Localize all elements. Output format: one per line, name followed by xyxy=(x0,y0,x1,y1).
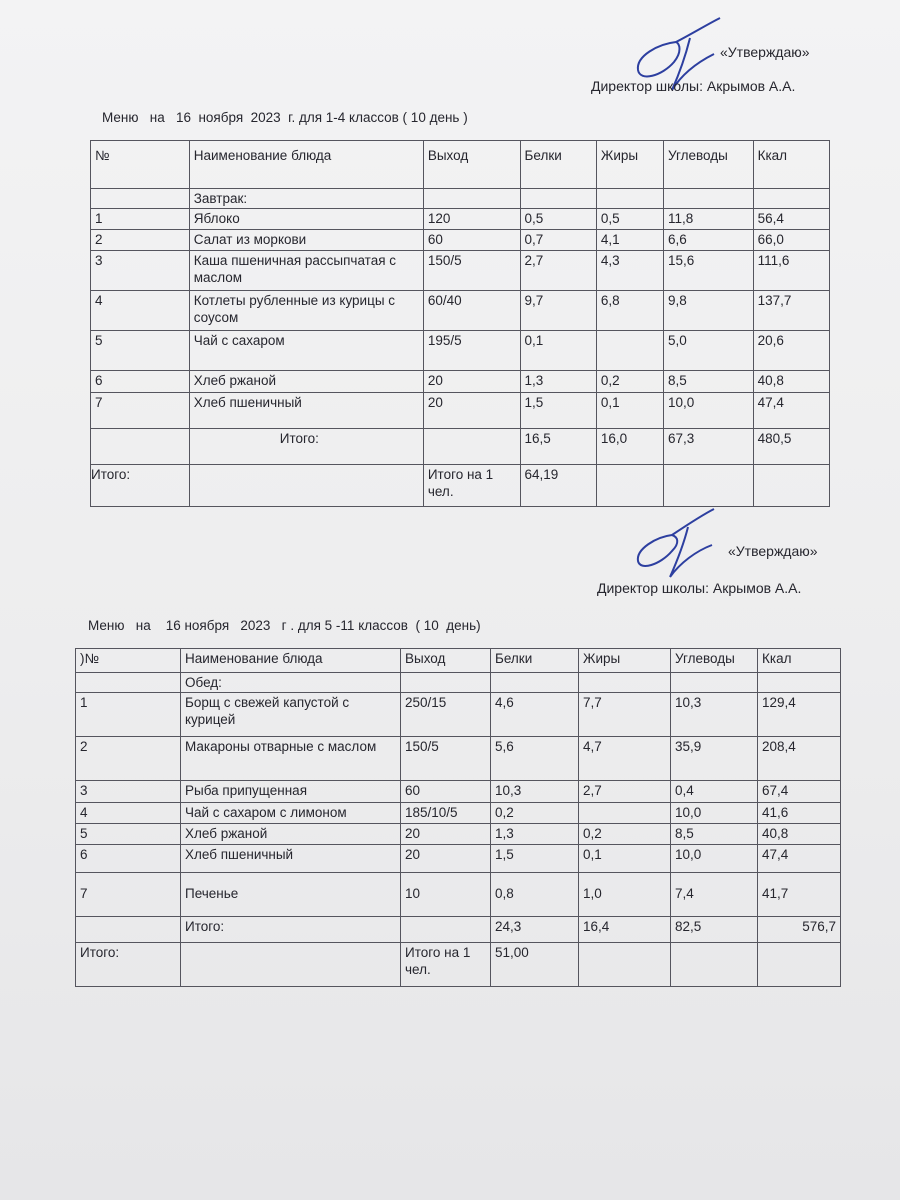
row-number: 6 xyxy=(91,371,190,393)
carbs: 15,6 xyxy=(664,251,754,291)
dish-name: Печенье xyxy=(181,873,401,917)
dish-output: 60/40 xyxy=(423,291,520,331)
col-header: Белки xyxy=(491,649,579,673)
table-row xyxy=(76,693,841,737)
fat: 4,1 xyxy=(596,230,663,251)
carbs: 9,8 xyxy=(664,291,754,331)
col-header: Наименование блюда xyxy=(189,141,423,189)
protein: 0,7 xyxy=(520,230,596,251)
kcal: 47,4 xyxy=(753,393,829,429)
table-header-row xyxy=(76,649,841,673)
menu-title-1: Меню на 16 ноября 2023 г. для 1-4 классов ( 10 день ) xyxy=(102,110,468,125)
meal-row xyxy=(76,673,841,693)
protein: 1,5 xyxy=(520,393,596,429)
protein: 0,5 xyxy=(520,209,596,230)
total-label: Итого: xyxy=(181,917,401,943)
dish-output: 20 xyxy=(401,845,491,873)
dish-name: Борщ с свежей капустой с курицей xyxy=(181,693,401,737)
menu-table-2 xyxy=(75,648,841,987)
row-number: 3 xyxy=(76,781,181,803)
total-row xyxy=(76,917,841,943)
per-person-value: 64,19 xyxy=(520,465,596,507)
fat: 4,7 xyxy=(579,737,671,781)
kcal: 20,6 xyxy=(753,331,829,371)
fat: 4,3 xyxy=(596,251,663,291)
fat: 1,0 xyxy=(579,873,671,917)
fat: 0,1 xyxy=(579,845,671,873)
per-person-label: Итого на 1 чел. xyxy=(401,943,491,987)
director-name-1: Директор школы: Акрымов А.А. xyxy=(591,78,796,94)
kcal: 40,8 xyxy=(753,371,829,393)
per-person-value: 51,00 xyxy=(491,943,579,987)
row-number: 2 xyxy=(91,230,190,251)
total-protein: 16,5 xyxy=(520,429,596,465)
approve-stamp-2: «Утверждаю» xyxy=(728,543,818,559)
kcal: 111,6 xyxy=(753,251,829,291)
table-row xyxy=(91,251,830,291)
total-kcal: 480,5 xyxy=(753,429,829,465)
approve-stamp-1: «Утверждаю» xyxy=(720,44,810,60)
carbs: 10,0 xyxy=(664,393,754,429)
kcal: 66,0 xyxy=(753,230,829,251)
fat: 7,7 xyxy=(579,693,671,737)
table-row xyxy=(76,845,841,873)
protein: 4,6 xyxy=(491,693,579,737)
col-header: № xyxy=(91,141,190,189)
dish-name: Каша пшеничная рассыпчатая с маслом xyxy=(189,251,423,291)
dish-name: Котлеты рубленные из курицы с соусом xyxy=(189,291,423,331)
total-label: Итого: xyxy=(189,429,423,465)
carbs: 5,0 xyxy=(664,331,754,371)
table-row xyxy=(91,331,830,371)
kcal: 47,4 xyxy=(758,845,841,873)
fat: 0,2 xyxy=(596,371,663,393)
row-number: 4 xyxy=(91,291,190,331)
dish-name: Хлеб пшеничный xyxy=(181,845,401,873)
carbs: 8,5 xyxy=(664,371,754,393)
table-row xyxy=(91,371,830,393)
table-row xyxy=(91,230,830,251)
kcal: 41,7 xyxy=(758,873,841,917)
kcal: 56,4 xyxy=(753,209,829,230)
fat: 0,1 xyxy=(596,393,663,429)
col-header: Выход xyxy=(423,141,520,189)
meal-row xyxy=(91,189,830,209)
table-row xyxy=(76,781,841,803)
col-header: Жиры xyxy=(579,649,671,673)
table-header-row xyxy=(91,141,830,189)
protein: 0,1 xyxy=(520,331,596,371)
carbs: 35,9 xyxy=(671,737,758,781)
total-fat: 16,0 xyxy=(596,429,663,465)
carbs: 6,6 xyxy=(664,230,754,251)
kcal: 129,4 xyxy=(758,693,841,737)
dish-name: Чай с сахаром xyxy=(189,331,423,371)
row-number: 4 xyxy=(76,803,181,824)
row-number: 5 xyxy=(91,331,190,371)
col-header: )№ xyxy=(76,649,181,673)
total-carbs: 82,5 xyxy=(671,917,758,943)
meal-label: Завтрак: xyxy=(189,189,423,209)
protein: 9,7 xyxy=(520,291,596,331)
row-number: 3 xyxy=(91,251,190,291)
protein: 1,3 xyxy=(491,824,579,845)
kcal: 137,7 xyxy=(753,291,829,331)
protein: 5,6 xyxy=(491,737,579,781)
row-number: 7 xyxy=(91,393,190,429)
dish-output: 250/15 xyxy=(401,693,491,737)
per-person-row xyxy=(76,943,841,987)
carbs: 11,8 xyxy=(664,209,754,230)
table-row xyxy=(91,209,830,230)
director-name-2: Директор школы: Акрымов А.А. xyxy=(597,580,802,596)
meal-label: Обед: xyxy=(181,673,401,693)
col-header: Ккал xyxy=(758,649,841,673)
total-row xyxy=(91,429,830,465)
per-person-row xyxy=(91,465,830,507)
dish-name: Макароны отварные с маслом xyxy=(181,737,401,781)
total-fat: 16,4 xyxy=(579,917,671,943)
carbs: 0,4 xyxy=(671,781,758,803)
kcal: 67,4 xyxy=(758,781,841,803)
carbs: 10,3 xyxy=(671,693,758,737)
dish-output: 150/5 xyxy=(423,251,520,291)
col-header: Ккал xyxy=(753,141,829,189)
dish-name: Хлеб ржаной xyxy=(181,824,401,845)
dish-output: 150/5 xyxy=(401,737,491,781)
table-row xyxy=(91,393,830,429)
total-protein: 24,3 xyxy=(491,917,579,943)
row-number: 6 xyxy=(76,845,181,873)
dish-name: Хлеб ржаной xyxy=(189,371,423,393)
table-row xyxy=(76,737,841,781)
carbs: 10,0 xyxy=(671,803,758,824)
per-person-label: Итого на 1 чел. xyxy=(423,465,520,507)
table-row xyxy=(76,824,841,845)
dish-output: 60 xyxy=(401,781,491,803)
dish-output: 20 xyxy=(401,824,491,845)
carbs: 10,0 xyxy=(671,845,758,873)
itogo-label: Итого: xyxy=(91,465,190,507)
dish-output: 20 xyxy=(423,393,520,429)
col-header: Выход xyxy=(401,649,491,673)
dish-output: 185/10/5 xyxy=(401,803,491,824)
director-signature xyxy=(622,505,732,585)
table-row xyxy=(91,291,830,331)
fat: 0,5 xyxy=(596,209,663,230)
dish-name: Чай с сахаром с лимоном xyxy=(181,803,401,824)
total-carbs: 67,3 xyxy=(664,429,754,465)
fat xyxy=(596,331,663,371)
dish-name: Хлеб пшеничный xyxy=(189,393,423,429)
row-number: 5 xyxy=(76,824,181,845)
menu-title-2: Меню на 16 ноября 2023 г . для 5 -11 классов ( 10 день) xyxy=(88,618,481,633)
kcal: 208,4 xyxy=(758,737,841,781)
dish-name: Яблоко xyxy=(189,209,423,230)
dish-output: 10 xyxy=(401,873,491,917)
row-number: 7 xyxy=(76,873,181,917)
row-number: 1 xyxy=(91,209,190,230)
fat: 0,2 xyxy=(579,824,671,845)
protein: 2,7 xyxy=(520,251,596,291)
protein: 0,2 xyxy=(491,803,579,824)
menu-table-1 xyxy=(90,140,830,507)
dish-name: Салат из моркови xyxy=(189,230,423,251)
dish-output: 195/5 xyxy=(423,331,520,371)
protein: 1,5 xyxy=(491,845,579,873)
fat xyxy=(579,803,671,824)
fat: 2,7 xyxy=(579,781,671,803)
table-row xyxy=(76,873,841,917)
kcal: 41,6 xyxy=(758,803,841,824)
row-number: 1 xyxy=(76,693,181,737)
col-header: Белки xyxy=(520,141,596,189)
table-row xyxy=(76,803,841,824)
carbs: 7,4 xyxy=(671,873,758,917)
dish-output: 120 xyxy=(423,209,520,230)
col-header: Углеводы xyxy=(664,141,754,189)
row-number: 2 xyxy=(76,737,181,781)
dish-output: 60 xyxy=(423,230,520,251)
carbs: 8,5 xyxy=(671,824,758,845)
dish-name: Рыба припущенная xyxy=(181,781,401,803)
protein: 10,3 xyxy=(491,781,579,803)
protein: 1,3 xyxy=(520,371,596,393)
col-header: Жиры xyxy=(596,141,663,189)
kcal: 40,8 xyxy=(758,824,841,845)
col-header: Углеводы xyxy=(671,649,758,673)
fat: 6,8 xyxy=(596,291,663,331)
total-kcal: 576,7 xyxy=(758,917,841,943)
dish-output: 20 xyxy=(423,371,520,393)
itogo-label: Итого: xyxy=(76,943,181,987)
col-header: Наименование блюда xyxy=(181,649,401,673)
protein: 0,8 xyxy=(491,873,579,917)
